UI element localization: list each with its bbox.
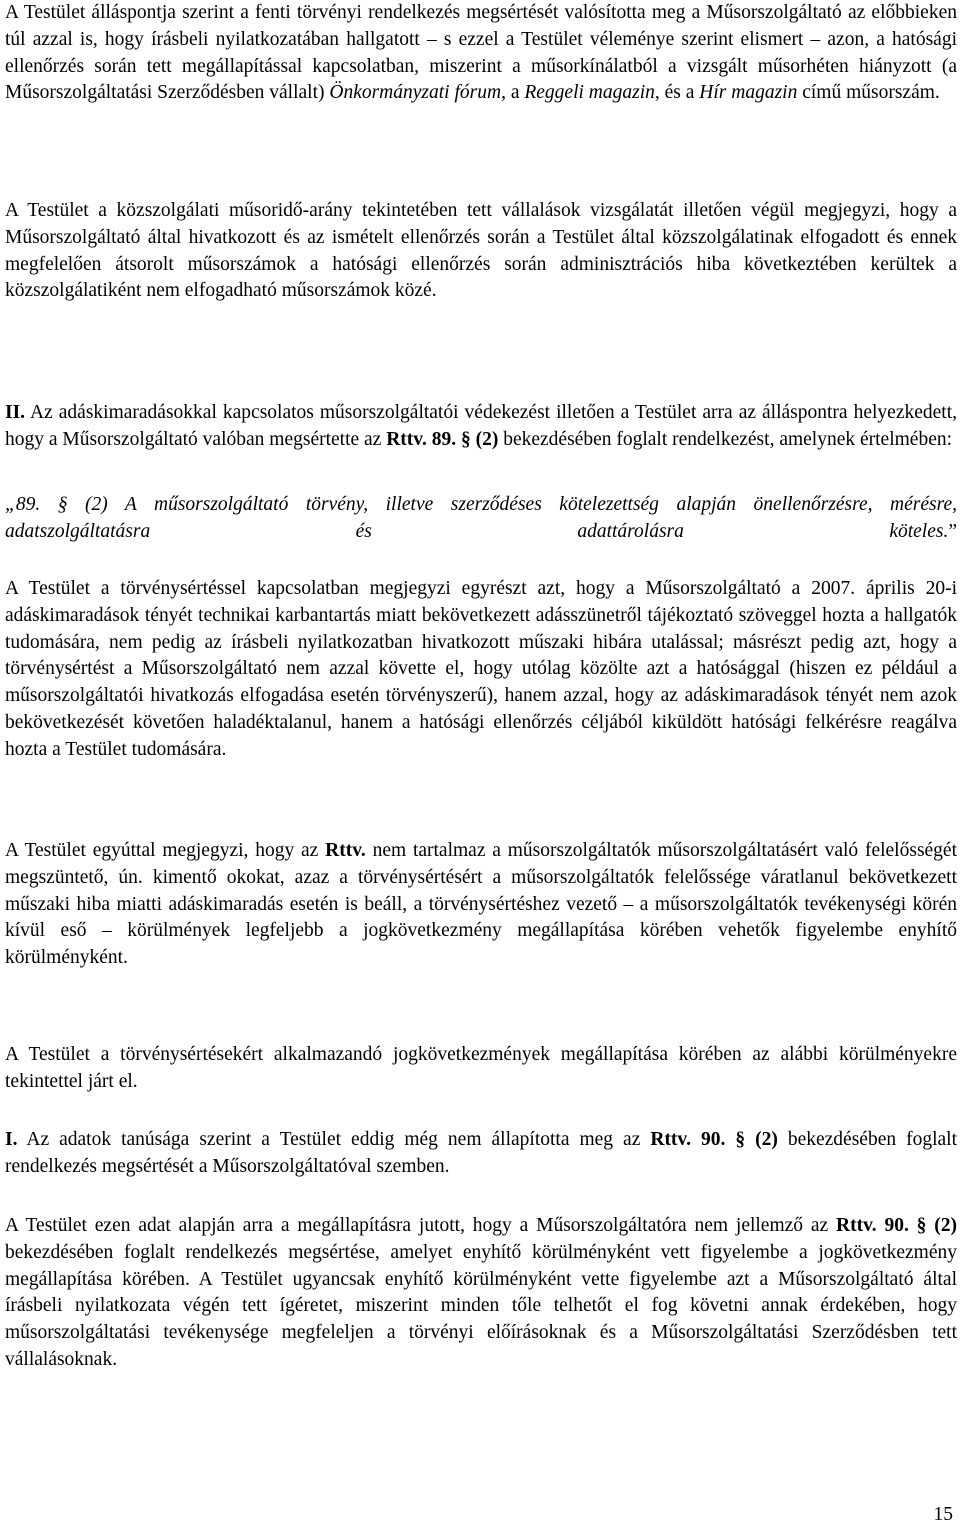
text-run: , a (501, 82, 525, 104)
paragraph-consequences-intro (5, 1042, 957, 1096)
text-run: Hír magazin (699, 82, 798, 104)
text-run: Rttv. 90. § (2) (650, 1129, 778, 1150)
text-run: Reggeli magazin (524, 82, 655, 104)
paragraph-no-exculpation (5, 838, 957, 972)
paragraph-public-service-ratio (5, 198, 957, 305)
text-run: bekezdésében foglalt rendelkezés megsértését a Műsorszolgáltatóval szemben. (5, 1129, 958, 1177)
text-run: Rttv. 90. § (2) (836, 1215, 957, 1236)
text-run: című műsorszám. (797, 82, 940, 104)
text-run: Önkormányzati fórum (329, 82, 502, 104)
text-run: Rttv. 89. § (2) (386, 428, 499, 450)
document-page (5, 0, 957, 1537)
paragraph-opinion-statement (5, 0, 957, 107)
paragraph-section-ii (5, 400, 957, 454)
paragraph-violation-remarks (5, 576, 957, 764)
text-run: A Testület egyúttal megjegyzi, hogy az (5, 840, 326, 861)
text-run: „89. § (2) A műsorszolgáltató törvény, illetve szerződéses kötelezettség alapján önellenőrzésre, mérésre, adatszolgáltatásra és adattárolásra köteles. (5, 494, 957, 542)
text-run: A Testület álláspontja szerint a fenti törvényi rendelkezés megsértését valósította meg a Műsorszolgáltató az előbbieken túl azzal is, hogy írásbeli nyilatkozatában hallgatott – s ezzel a Testület véleménye szerint elismert – azon, a hatósági ellenőrzés során tett megállapítással kapcsolatban, miszerint a műsorkínálatból a vizsgált műsorhéten hiányzott (a Műsorszolgáltatási Szerződésben vállalt) (5, 2, 957, 104)
text-run: Az adatok tanúsága szerint a Testület eddig még nem állapította meg az (17, 1129, 651, 1150)
text-run: bekezdésében foglalt rendelkezést, amelynek értelmében: (498, 428, 953, 450)
text-run: A Testület a közszolgálati műsoridő-arány tekintetében tett vállalások vizsgálatát illetően végül megjegyzi, hogy a Műsorszolgáltató által hivatkozott és az ismételt ellenőrzés során a Testület által közszolgálatinak elfogadott és ennek megfelelően átsorolt műsorszámok a hatósági ellenőrzés során adminisztrációs hiba következtében kerültek a közszolgálatiként nem elfogadható műsorszámok közé. (5, 200, 957, 302)
text-run: , és a (654, 82, 700, 104)
text-run: Az adáskimaradásokkal kapcsolatos műsorszolgáltatói védekezést illetően a Testület arra az álláspontra helyezkedett, hogy a Műsorszolgáltató valóban megsértette az (5, 402, 957, 450)
paragraph-legal-quote (5, 492, 957, 546)
text-run: ” (948, 520, 957, 542)
text-run: I. (5, 1129, 18, 1150)
text-run: Rttv. (325, 840, 366, 861)
paragraph-mitigating-factors (5, 1213, 957, 1374)
text-run: bekezdésében foglalt rendelkezés megsértése, amelyet enyhítő körülményként vett figyelembe a jogkövetkezmény megállapítása körében. A Testület ugyancsak enyhítő körülményként vette figyelembe azt a Műsorszolgáltató által írásbeli nyilatkozata végén tett ígéretet, miszerint minden tőle telhetőt el fog követni annak érdekében, hogy műsorszolgáltatási tevékenysége megfeleljen a törvényi előírásoknak és a Műsorszolgáltatási Szerződésben tett vállalásoknak. (5, 1241, 957, 1370)
paragraph-section-i (5, 1127, 957, 1181)
text-run: A Testület a törvénysértéssel kapcsolatban megjegyzi egyrészt azt, hogy a Műsorszolgáltató a 2007. április 20-i adáskimaradások tényét technikai karbantartás miatt bekövetkezett adásszünetről tájékoztató szöveggel hozta a hallgatók tudomására, nem pedig az írásbeli nyilatkozatban hivatkozott műszaki hibára utalással; másrészt pedig azt, hogy a törvénysértést a Műsorszolgáltató nem azzal követte el, hogy utólag közölte azt a hatósággal (hiszen ez például a műsorszolgáltatói hivatkozás elfogadása esetén törvényszerű), hanem azzal, hogy az adáskimaradások tényét nem azok bekövetkezését követően haladéktalanul, hanem a hatósági ellenőrzés céljából kiküldött hatósági felkérésre reagálva hozta a Testület tudomására. (5, 578, 957, 760)
text-run: II. (5, 402, 26, 423)
text-run: A Testület ezen adat alapján arra a megállapításra jutott, hogy a Műsorszolgáltatóra nem jellemző az (5, 1215, 837, 1236)
text-run: A Testület a törvénysértésekért alkalmazandó jogkövetkezmények megállapítása körében az alábbi körülményekre tekintettel járt el. (5, 1044, 957, 1092)
text-run: nem tartalmaz a műsorszolgáltatók műsorszolgáltatásért való felelősségét megszüntető, ún. kimentő okokat, azaz a törvénysértésért a műsorszolgáltatók felelőssége váratlanul bekövetkezett műszaki hiba miatti adáskimaradás esetén is beáll, a törvénysértéshez vezető – a műsorszolgáltatók tevékenységi körén kívül eső – körülmények legfeljebb a jogkövetkezmény megállapítása körében vehetők figyelembe enyhítő körülményként. (5, 840, 958, 969)
page-number: 15 (933, 1504, 953, 1525)
